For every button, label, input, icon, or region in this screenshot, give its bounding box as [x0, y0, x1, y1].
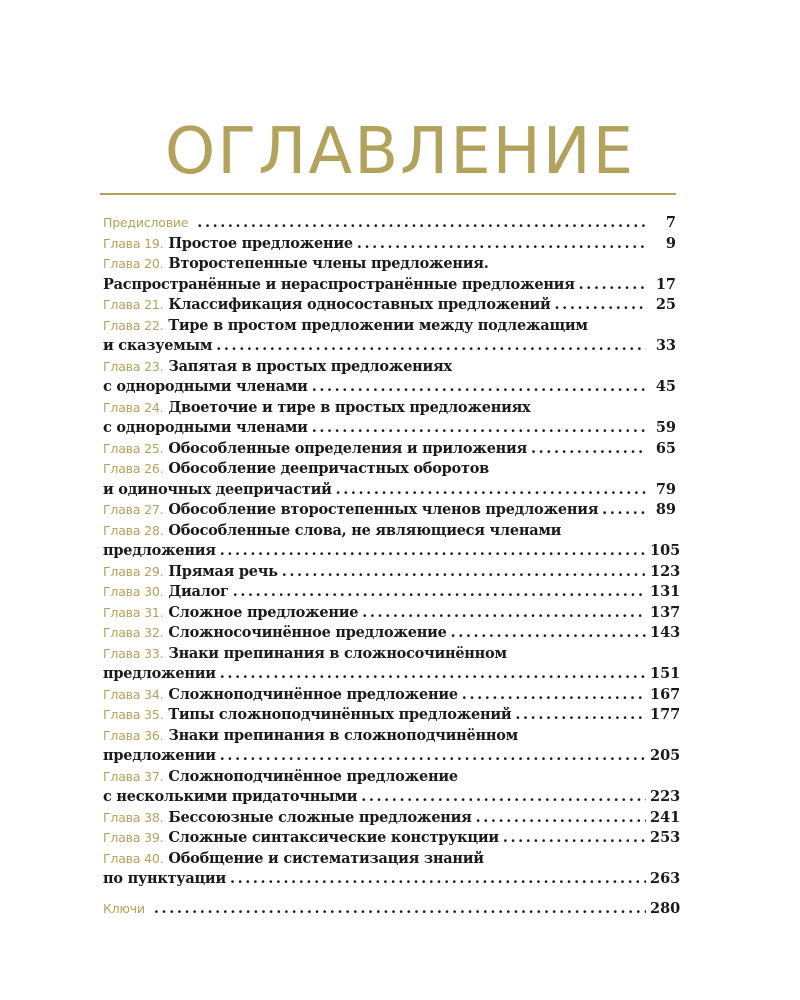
toc-entry[interactable]: [103, 254, 676, 295]
chapter-label: Глава 27.: [103, 502, 164, 517]
chapter-label: Глава 40.: [103, 850, 164, 866]
chapter-title: Обобщение и систематизация знаний: [168, 849, 484, 867]
chapter-title: Второстепенные члены предложения.: [168, 255, 489, 272]
chapter-title: Типы сложноподчинённых предложений: [168, 706, 512, 723]
dot-leader: [312, 418, 646, 439]
page-number: 263: [650, 870, 681, 887]
toc-line: [103, 316, 676, 337]
chapter-title: Двоеточие и тире в простых предложениях: [168, 398, 531, 416]
dot-leader: [220, 664, 646, 685]
chapter-title: Бессоюзные сложные предложения: [168, 808, 472, 826]
toc-line: [103, 254, 676, 275]
toc-line: [103, 295, 676, 316]
chapter-title: и одиночных деепричастий: [103, 480, 332, 498]
chapter-title: Сложноподчинённое предложение: [168, 685, 458, 703]
toc-entry[interactable]: [103, 500, 676, 521]
page-number: 177: [650, 706, 681, 723]
dot-leader: [515, 705, 646, 726]
page-number: 105: [650, 542, 681, 559]
chapter-label: Глава 29.: [103, 563, 164, 579]
chapter-title: Обособленные слова, не являющиеся членами: [168, 521, 562, 539]
page-number: 167: [650, 685, 681, 703]
chapter-label: Предисловие: [103, 215, 189, 230]
dot-leader: [361, 787, 646, 808]
dot-leader: [197, 213, 646, 234]
toc-line: [103, 275, 676, 296]
toc-entry[interactable]: [103, 705, 681, 726]
page-number: 45: [655, 378, 676, 395]
table-of-contents: [103, 213, 681, 919]
chapter-label: Глава 36.: [103, 727, 164, 743]
page-number: 280: [650, 899, 681, 917]
toc-line: [103, 644, 676, 665]
toc-entry[interactable]: [103, 582, 681, 603]
toc-line: [103, 418, 676, 439]
page-number: 65: [655, 439, 676, 457]
page-number: 241: [650, 808, 681, 826]
toc-entry[interactable]: [103, 899, 681, 920]
dot-leader: [220, 746, 646, 767]
page-number: 7: [665, 214, 676, 231]
toc-line: [103, 623, 681, 644]
toc-entry[interactable]: [103, 459, 676, 500]
chapter-title: с однородными членами: [103, 419, 308, 436]
dot-leader: [579, 275, 646, 296]
toc-entry[interactable]: [103, 849, 681, 890]
page-title: ОГЛАВЛЕНИЕ: [164, 115, 636, 189]
chapter-title: Простое предложение: [168, 234, 353, 252]
chapter-title: Сложноподчинённое предложение: [168, 767, 458, 785]
toc-entry[interactable]: [103, 213, 676, 234]
toc-spacer: [103, 890, 676, 899]
dot-leader: [602, 500, 646, 521]
page-number: 79: [655, 480, 676, 498]
chapter-title: Классификация односоставных предложений: [168, 296, 551, 313]
toc-line: [103, 439, 676, 460]
dot-leader: [154, 899, 646, 920]
dot-leader: [357, 234, 646, 255]
chapter-label: Глава 19.: [103, 235, 164, 251]
chapter-title: Сложносочинённое предложение: [168, 624, 447, 641]
chapter-title: предложения: [103, 542, 216, 559]
page-number: 123: [650, 562, 681, 580]
chapter-title: с несколькими придаточными: [103, 788, 358, 805]
chapter-label: Глава 21.: [103, 297, 164, 312]
chapter-label: Глава 22.: [103, 317, 164, 333]
chapter-label: Ключи: [103, 900, 145, 916]
chapter-label: Глава 30.: [103, 584, 164, 599]
toc-entry[interactable]: [103, 767, 681, 808]
dot-leader: [312, 377, 646, 398]
toc-entry[interactable]: [103, 828, 681, 849]
chapter-title: предложении: [103, 665, 216, 682]
chapter-label: Глава 35.: [103, 707, 164, 722]
toc-line: [103, 808, 681, 829]
chapter-label: Глава 26.: [103, 461, 164, 476]
chapter-label: Глава 25.: [103, 440, 164, 456]
page-number: 143: [650, 624, 681, 641]
chapter-label: Глава 39.: [103, 830, 164, 845]
page-number: 9: [665, 234, 676, 252]
toc-line: [103, 521, 676, 542]
toc-line: [103, 213, 676, 234]
page-number: 131: [650, 583, 681, 600]
page-number: 151: [650, 665, 681, 682]
chapter-title: и сказуемым: [103, 337, 213, 354]
dot-leader: [555, 295, 646, 316]
chapter-label: Глава 32.: [103, 625, 164, 640]
toc-entry[interactable]: [103, 685, 681, 706]
chapter-label: Глава 33.: [103, 645, 164, 661]
chapter-title: Запятая в простых предложениях: [168, 357, 452, 375]
chapter-label: Глава 20.: [103, 256, 164, 271]
dot-leader: [216, 336, 646, 357]
toc-entry[interactable]: [103, 623, 681, 644]
chapter-title: Тире в простом предложении между подлежащим: [168, 316, 588, 334]
toc-line: [103, 849, 676, 870]
dot-leader: [451, 623, 646, 644]
chapter-title: Прямая речь: [168, 562, 278, 580]
toc-entry[interactable]: [103, 521, 681, 562]
toc-line: [103, 357, 676, 378]
chapter-title: Знаки препинания в сложноподчинённом: [168, 726, 519, 744]
chapter-title: по пунктуации: [103, 870, 226, 887]
chapter-title: Знаки препинания в сложносочинённом: [168, 644, 507, 662]
toc-entry[interactable]: [103, 562, 681, 583]
chapter-label: Глава 23.: [103, 358, 164, 374]
chapter-title: предложении: [103, 747, 216, 764]
dot-leader: [282, 562, 646, 583]
toc-line: [103, 705, 681, 726]
toc-entry[interactable]: [103, 439, 676, 460]
chapter-label: Глава 31.: [103, 604, 164, 620]
toc-line: [103, 685, 681, 706]
toc-entry[interactable]: [103, 234, 676, 255]
toc-line: [103, 459, 676, 480]
toc-line: [103, 899, 681, 920]
toc-entry[interactable]: [103, 726, 681, 767]
toc-line: [103, 377, 676, 398]
chapter-label: Глава 28.: [103, 522, 164, 538]
toc-line: [103, 480, 676, 501]
page-number: 59: [655, 419, 676, 436]
chapter-label: Глава 24.: [103, 399, 164, 415]
page-number: 223: [650, 788, 681, 805]
toc-line: [103, 869, 681, 890]
page-number: 205: [650, 747, 681, 764]
toc-entry[interactable]: [103, 398, 676, 439]
toc-line: [103, 767, 676, 788]
chapter-title: Распространённые и нераспространённые предложения: [103, 275, 575, 293]
page-number: 25: [655, 296, 676, 313]
page-number: 137: [650, 603, 681, 621]
chapter-label: Глава 37.: [103, 768, 164, 784]
dot-leader: [531, 439, 646, 460]
page-number: 33: [655, 337, 676, 354]
dot-leader: [503, 828, 646, 849]
chapter-title: Обособление второстепенных членов предложения: [168, 501, 599, 518]
dot-leader: [462, 685, 646, 706]
dot-leader: [233, 582, 646, 603]
toc-entry[interactable]: [103, 603, 681, 624]
dot-leader: [362, 603, 646, 624]
toc-entry[interactable]: [103, 644, 681, 685]
dot-leader: [220, 541, 646, 562]
dot-leader: [230, 869, 646, 890]
toc-entry[interactable]: [103, 295, 676, 316]
toc-line: [103, 664, 681, 685]
toc-line: [103, 603, 681, 624]
toc-line: [103, 336, 676, 357]
title-divider: [100, 193, 676, 195]
toc-line: [103, 398, 676, 419]
toc-line: [103, 562, 681, 583]
chapter-title: Обособленные определения и приложения: [168, 439, 528, 457]
chapter-title: Диалог: [168, 583, 229, 600]
chapter-title: с однородными членами: [103, 378, 308, 395]
toc-entry[interactable]: [103, 808, 681, 829]
toc-line: [103, 234, 676, 255]
toc-line: [103, 726, 676, 747]
dot-leader: [476, 808, 646, 829]
toc-line: [103, 582, 681, 603]
chapter-label: Глава 38.: [103, 809, 164, 825]
toc-line: [103, 541, 681, 562]
chapter-title: Обособление деепричастных оборотов: [168, 460, 489, 477]
toc-line: [103, 746, 681, 767]
chapter-label: Глава 34.: [103, 686, 164, 702]
page-number: 89: [655, 501, 676, 518]
toc-entry[interactable]: [103, 357, 676, 398]
toc-entry[interactable]: [103, 316, 676, 357]
toc-line: [103, 787, 681, 808]
chapter-title: Сложное предложение: [168, 603, 359, 621]
dot-leader: [336, 480, 646, 501]
chapter-title: Сложные синтаксические конструкции: [168, 829, 499, 846]
page-number: 17: [655, 275, 676, 293]
toc-line: [103, 500, 676, 521]
page-number: 253: [650, 829, 681, 846]
toc-line: [103, 828, 681, 849]
